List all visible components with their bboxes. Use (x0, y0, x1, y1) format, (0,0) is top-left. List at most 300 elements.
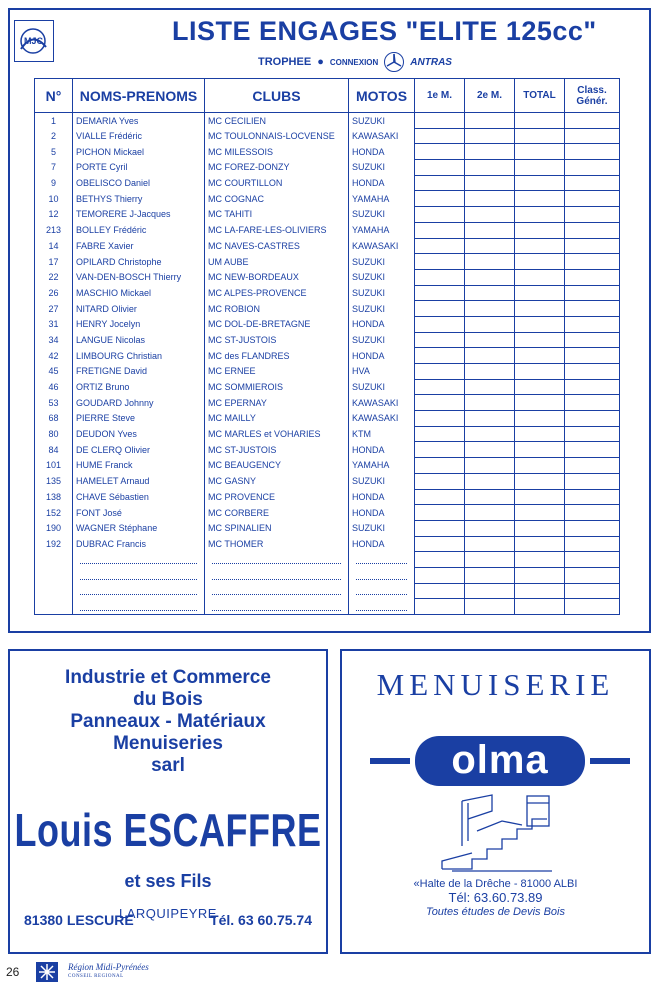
blank-cell (73, 552, 205, 568)
region-name: Région Midi-Pyrénées (68, 962, 149, 972)
entry-number: 17 (35, 254, 73, 270)
score-cell (465, 222, 515, 238)
table-row (35, 175, 620, 191)
dotted-line (356, 586, 407, 595)
entry-number: 80 (35, 426, 73, 442)
connexion-label: CONNEXION (329, 57, 379, 67)
trophee-label: TROPHEE (258, 56, 312, 68)
entry-number: 7 (35, 160, 73, 176)
entry-moto: SUZUKI (349, 379, 415, 395)
entry-moto: HONDA (349, 316, 415, 332)
dotted-line (80, 586, 197, 595)
score-cell (515, 552, 565, 568)
olma-address: «Halte de la Drêche - 81000 ALBI (413, 878, 578, 890)
entry-number: 1 (35, 113, 73, 129)
conseil-regional: CONSEIL REGIONAL (68, 974, 124, 979)
entry-club: MC CORBERE (205, 505, 349, 521)
entry-moto: HONDA (349, 536, 415, 552)
entry-club: MC TAHITI (205, 207, 349, 223)
blank-cell (349, 567, 415, 583)
score-cell (515, 379, 565, 395)
table-row (35, 238, 620, 254)
score-cell (565, 113, 620, 129)
entry-club: MC LA-FARE-LES-OLIVIERS (205, 222, 349, 238)
olma-brand: olma (415, 736, 585, 786)
score-cell (415, 238, 465, 254)
table-row (35, 426, 620, 442)
entry-name: DEUDON Yves (73, 426, 205, 442)
score-cell (465, 379, 515, 395)
logo-bar-right (590, 758, 630, 764)
entry-number: 45 (35, 364, 73, 380)
dotted-line (356, 571, 407, 580)
entry-moto: HONDA (349, 489, 415, 505)
score-cell (515, 395, 565, 411)
entry-club: MC ERNEE (205, 364, 349, 380)
table-row (35, 222, 620, 238)
entry-name: BOLLEY Frédéric (73, 222, 205, 238)
olma-ad (340, 649, 651, 954)
ad-contact-line (24, 912, 312, 928)
score-cell (515, 207, 565, 223)
ad-line: Industrie et Commerce (65, 667, 271, 688)
entry-name: DE CLERQ Olivier (73, 442, 205, 458)
score-cell (515, 332, 565, 348)
score-cell (415, 269, 465, 285)
score-cell (565, 364, 620, 380)
dotted-line (80, 555, 197, 564)
entry-moto: SUZUKI (349, 301, 415, 317)
score-cell (515, 222, 565, 238)
score-cell (465, 489, 515, 505)
score-cell (565, 175, 620, 191)
col-header-name: NOMS-PRENOMS (73, 79, 205, 113)
score-cell (515, 144, 565, 160)
score-cell (515, 175, 565, 191)
score-cell (515, 567, 565, 583)
score-cell (515, 489, 565, 505)
score-cell (415, 144, 465, 160)
ad-town: LARQUIPEYRE (119, 906, 217, 921)
occitan-cross-icon (36, 962, 58, 982)
entry-number: 12 (35, 207, 73, 223)
ad-company-name: Louis ESCAFFRE (14, 803, 322, 857)
table-row (35, 144, 620, 160)
svg-text:MJC: MJC (24, 36, 44, 46)
table-row (35, 160, 620, 176)
blank-row (35, 552, 620, 568)
olma-phone: Tél: 63.60.73.89 (448, 890, 543, 905)
page-number: 26 (6, 965, 20, 979)
score-cell (415, 222, 465, 238)
ad-postal: 81380 LESCURE (24, 912, 134, 928)
entry-club: MC ROBION (205, 301, 349, 317)
score-cell (565, 332, 620, 348)
score-cell (565, 536, 620, 552)
score-cell (415, 411, 465, 427)
score-cell (565, 222, 620, 238)
olma-etudes: Toutes études de Devis Bois (425, 906, 565, 918)
blank-cell (349, 583, 415, 599)
score-cell (415, 301, 465, 317)
entry-number: 14 (35, 238, 73, 254)
score-cell (415, 536, 465, 552)
entry-number: 26 (35, 285, 73, 301)
score-cell (515, 254, 565, 270)
entry-club: MC NAVES-CASTRES (205, 238, 349, 254)
blank-cell (205, 567, 349, 583)
score-cell (565, 442, 620, 458)
dotted-line (212, 555, 341, 564)
score-cell (565, 567, 620, 583)
entry-name: TEMORERE J-Jacques (73, 207, 205, 223)
entry-moto: SUZUKI (349, 473, 415, 489)
entry-moto: KTM (349, 426, 415, 442)
score-cell (465, 364, 515, 380)
score-cell (515, 536, 565, 552)
table-row (35, 269, 620, 285)
entry-name: FRETIGNE David (73, 364, 205, 380)
score-cell (565, 505, 620, 521)
table-row (35, 301, 620, 317)
olma-logo (370, 731, 630, 791)
score-cell (565, 599, 620, 615)
score-cell (415, 458, 465, 474)
table-row (35, 285, 620, 301)
score-cell (415, 316, 465, 332)
score-cell (465, 301, 515, 317)
entry-club: MC SOMMIEROIS (205, 379, 349, 395)
table-header-row (35, 79, 620, 113)
table-row (35, 191, 620, 207)
col-header-manche1: 1e M. (415, 79, 465, 113)
score-cell (415, 489, 465, 505)
entry-moto: SUZUKI (349, 113, 415, 129)
score-cell (415, 395, 465, 411)
mercedes-star-icon (384, 52, 404, 72)
score-cell (465, 395, 515, 411)
score-cell (465, 160, 515, 176)
score-cell (465, 552, 515, 568)
blank-row (35, 583, 620, 599)
blank-row (35, 599, 620, 615)
staircase-icon (432, 791, 562, 873)
score-cell (515, 269, 565, 285)
score-cell (515, 473, 565, 489)
entry-name: MASCHIO Mickael (73, 285, 205, 301)
score-cell (565, 426, 620, 442)
score-cell (415, 442, 465, 458)
menuiserie-heading: MENUISERIE (376, 667, 615, 702)
page-title: LISTE ENGAGES "ELITE 125cc" (172, 16, 597, 46)
score-cell (515, 458, 565, 474)
entry-number: 53 (35, 395, 73, 411)
entry-moto: SUZUKI (349, 520, 415, 536)
entry-name: HAMELET Arnaud (73, 473, 205, 489)
entry-moto: HONDA (349, 442, 415, 458)
score-cell (465, 520, 515, 536)
entry-club: UM AUBE (205, 254, 349, 270)
score-cell (415, 567, 465, 583)
score-cell (565, 458, 620, 474)
table-row (35, 316, 620, 332)
entry-club: MC COURTILLON (205, 175, 349, 191)
entry-club: MC ALPES-PROVENCE (205, 285, 349, 301)
entry-name: DEMARIA Yves (73, 113, 205, 129)
entry-name: PIERRE Steve (73, 411, 205, 427)
score-cell (415, 552, 465, 568)
entry-number: 22 (35, 269, 73, 285)
entry-club: MC COGNAC (205, 191, 349, 207)
score-cell (515, 348, 565, 364)
ad-line: sarl (151, 755, 185, 776)
entry-name: VAN-DEN-BOSCH Thierry (73, 269, 205, 285)
entry-name: PICHON Mickael (73, 144, 205, 160)
antras-label: ANTRAS (410, 56, 452, 68)
entry-number: 9 (35, 175, 73, 191)
entry-club: MC ST-JUSTOIS (205, 332, 349, 348)
entry-moto: SUZUKI (349, 332, 415, 348)
blank-cell (349, 552, 415, 568)
score-cell (415, 128, 465, 144)
score-cell (515, 583, 565, 599)
score-cell (565, 285, 620, 301)
score-cell (515, 364, 565, 380)
entry-club: MC MILESSOIS (205, 144, 349, 160)
entry-moto: KAWASAKI (349, 238, 415, 254)
entry-table (34, 78, 620, 615)
entry-number: 152 (35, 505, 73, 521)
score-cell (515, 238, 565, 254)
table-row (35, 364, 620, 380)
entry-club: MC MAILLY (205, 411, 349, 427)
score-cell (565, 160, 620, 176)
entry-club: MC des FLANDRES (205, 348, 349, 364)
logo-bar-left (370, 758, 410, 764)
region-logo-text (68, 962, 149, 982)
entry-moto: YAMAHA (349, 191, 415, 207)
ad-line: Panneaux - Matériaux (70, 711, 266, 732)
dotted-line (356, 602, 407, 611)
entry-number: 10 (35, 191, 73, 207)
score-cell (415, 520, 465, 536)
escaffre-ad (8, 649, 328, 954)
score-cell (415, 113, 465, 129)
score-cell (515, 411, 565, 427)
dotted-line (212, 586, 341, 595)
table-row (35, 332, 620, 348)
score-cell (565, 348, 620, 364)
olma-contact (342, 877, 649, 919)
score-cell (415, 473, 465, 489)
score-cell (515, 128, 565, 144)
score-cell (415, 191, 465, 207)
score-cell (415, 207, 465, 223)
entry-moto: HONDA (349, 348, 415, 364)
dotted-line (356, 555, 407, 564)
score-cell (415, 426, 465, 442)
entry-name: BETHYS Thierry (73, 191, 205, 207)
ad-line: Menuiseries (113, 733, 223, 754)
entry-number: 84 (35, 442, 73, 458)
score-cell (415, 254, 465, 270)
score-cell (465, 238, 515, 254)
entry-moto: KAWASAKI (349, 128, 415, 144)
score-cell (415, 364, 465, 380)
table-row (35, 379, 620, 395)
entry-name: DUBRAC Francis (73, 536, 205, 552)
score-cell (565, 191, 620, 207)
score-cell (515, 520, 565, 536)
score-cell (465, 191, 515, 207)
table-body (35, 113, 620, 615)
entry-moto: HONDA (349, 505, 415, 521)
score-cell (565, 301, 620, 317)
score-cell (465, 505, 515, 521)
entry-name: HUME Franck (73, 458, 205, 474)
entry-name: GOUDARD Johnny (73, 395, 205, 411)
blank-cell (35, 599, 73, 615)
score-cell (415, 285, 465, 301)
entry-name: WAGNER Stéphane (73, 520, 205, 536)
score-cell (515, 599, 565, 615)
entry-number: 213 (35, 222, 73, 238)
score-cell (415, 160, 465, 176)
entry-club: MC GASNY (205, 473, 349, 489)
score-cell (565, 379, 620, 395)
entry-club: MC MARLES et VOHARIES (205, 426, 349, 442)
score-cell (465, 269, 515, 285)
entry-number: 192 (35, 536, 73, 552)
entry-number: 31 (35, 316, 73, 332)
col-header-number: N° (35, 79, 73, 113)
entry-club: MC FOREZ-DONZY (205, 160, 349, 176)
table-row (35, 458, 620, 474)
entry-number: 46 (35, 379, 73, 395)
score-cell (565, 269, 620, 285)
entry-number: 27 (35, 301, 73, 317)
table-row (35, 113, 620, 129)
entry-club: MC SPINALIEN (205, 520, 349, 536)
score-cell (515, 426, 565, 442)
score-cell (515, 191, 565, 207)
entry-club: MC TOULONNAIS-LOCVENSE (205, 128, 349, 144)
score-cell (515, 160, 565, 176)
entry-moto: SUZUKI (349, 207, 415, 223)
entry-number: 42 (35, 348, 73, 364)
entry-number: 190 (35, 520, 73, 536)
entry-moto: SUZUKI (349, 160, 415, 176)
table-row (35, 536, 620, 552)
table-row (35, 473, 620, 489)
entry-moto: HVA (349, 364, 415, 380)
score-cell (415, 175, 465, 191)
ad-line: du Bois (133, 689, 203, 710)
entry-moto: KAWASAKI (349, 411, 415, 427)
score-cell (415, 379, 465, 395)
score-cell (415, 332, 465, 348)
entry-moto: SUZUKI (349, 285, 415, 301)
score-cell (565, 395, 620, 411)
score-cell (565, 128, 620, 144)
entry-club: MC NEW-BORDEAUX (205, 269, 349, 285)
table-row (35, 489, 620, 505)
entry-name: NITARD Olivier (73, 301, 205, 317)
blank-cell (349, 599, 415, 615)
entry-name: PORTE Cyril (73, 160, 205, 176)
blank-cell (205, 583, 349, 599)
score-cell (465, 285, 515, 301)
score-cell (465, 583, 515, 599)
score-cell (565, 316, 620, 332)
score-cell (465, 411, 515, 427)
entry-number: 2 (35, 128, 73, 144)
score-cell (465, 113, 515, 129)
entry-club: MC DOL-DE-BRETAGNE (205, 316, 349, 332)
score-cell (565, 552, 620, 568)
score-cell (415, 583, 465, 599)
col-header-club: CLUBS (205, 79, 349, 113)
table-row (35, 411, 620, 427)
entry-moto: SUZUKI (349, 254, 415, 270)
col-header-manche2: 2e M. (465, 79, 515, 113)
score-cell (565, 520, 620, 536)
score-cell (565, 411, 620, 427)
score-cell (415, 348, 465, 364)
entry-name: OPILARD Christophe (73, 254, 205, 270)
entry-number: 138 (35, 489, 73, 505)
entry-club: MC ST-JUSTOIS (205, 442, 349, 458)
blank-cell (73, 567, 205, 583)
score-cell (465, 144, 515, 160)
dotted-line (212, 602, 341, 611)
entry-number: 68 (35, 411, 73, 427)
page-footer (6, 960, 306, 984)
score-cell (465, 175, 515, 191)
score-cell (465, 458, 515, 474)
entry-name: VIALLE Frédéric (73, 128, 205, 144)
entry-name: LANGUE Nicolas (73, 332, 205, 348)
entry-number: 5 (35, 144, 73, 160)
blank-cell (35, 567, 73, 583)
score-cell (565, 254, 620, 270)
club-logo (14, 20, 54, 62)
col-header-classement: Class. Génér. (565, 79, 620, 113)
score-cell (465, 442, 515, 458)
score-cell (515, 316, 565, 332)
score-cell (465, 473, 515, 489)
ad-phone: Tél. 63 60.75.74 (210, 912, 312, 928)
score-cell (465, 332, 515, 348)
blank-cell (205, 552, 349, 568)
score-cell (465, 254, 515, 270)
score-cell (565, 207, 620, 223)
score-cell (415, 599, 465, 615)
score-cell (465, 348, 515, 364)
entry-number: 34 (35, 332, 73, 348)
dotted-line (212, 571, 341, 580)
entry-name: ORTIZ Bruno (73, 379, 205, 395)
col-header-moto: MOTOS (349, 79, 415, 113)
blank-row (35, 567, 620, 583)
bullet-icon: ● (317, 56, 324, 68)
score-cell (465, 567, 515, 583)
score-cell (515, 285, 565, 301)
entry-moto: HONDA (349, 175, 415, 191)
entry-moto: HONDA (349, 144, 415, 160)
blank-cell (35, 552, 73, 568)
entry-number: 135 (35, 473, 73, 489)
